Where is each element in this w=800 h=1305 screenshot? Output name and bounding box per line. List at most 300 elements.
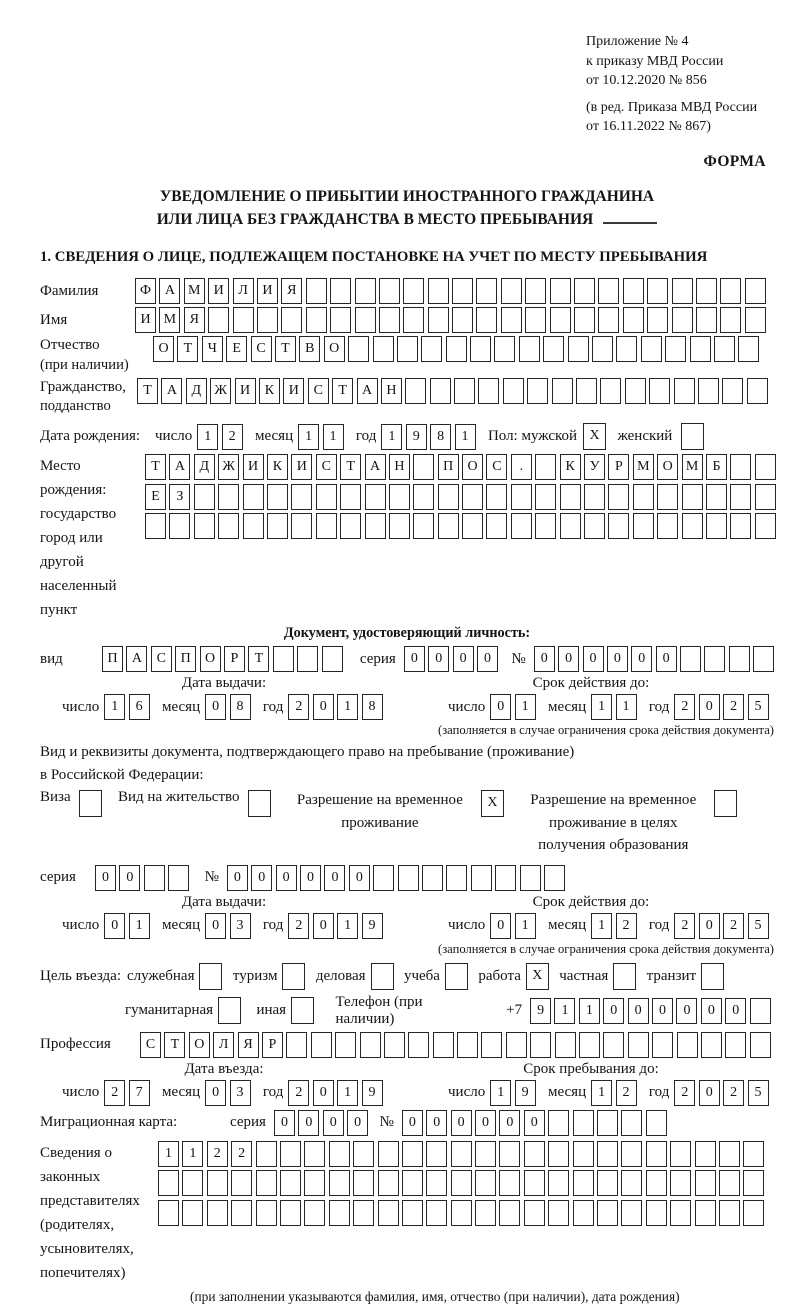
representatives-label: законных bbox=[40, 1168, 101, 1185]
empty-cell bbox=[623, 278, 644, 304]
empty-cell bbox=[402, 1170, 423, 1196]
birthdate-day-cells bbox=[197, 424, 246, 450]
filled-cell: 8 bbox=[430, 424, 451, 450]
month-label: месяц bbox=[255, 428, 294, 445]
empty-cell bbox=[719, 1200, 740, 1226]
name-row bbox=[40, 307, 774, 333]
empty-cell bbox=[413, 513, 434, 539]
filled-cell: 5 bbox=[748, 913, 769, 939]
empty-cell bbox=[511, 513, 532, 539]
filled-cell: 0 bbox=[607, 646, 628, 672]
filled-cell: А bbox=[126, 646, 147, 672]
filled-cell: Л bbox=[233, 278, 254, 304]
residence-permit-checkbox bbox=[248, 790, 274, 817]
filled-cell: 2 bbox=[723, 913, 744, 939]
empty-cell bbox=[755, 513, 776, 539]
surname-row bbox=[40, 278, 774, 304]
empty-cell bbox=[462, 484, 483, 510]
empty-cell bbox=[743, 1170, 764, 1196]
filled-cell: 1 bbox=[158, 1141, 179, 1167]
empty-cell bbox=[682, 484, 703, 510]
filled-cell: 0 bbox=[583, 646, 604, 672]
empty-cell bbox=[280, 1170, 301, 1196]
empty-cell bbox=[548, 1141, 569, 1167]
private-checkbox bbox=[613, 963, 639, 990]
empty-cell bbox=[446, 336, 467, 362]
empty-cell bbox=[535, 454, 556, 480]
empty-cell bbox=[330, 307, 351, 333]
filled-cell: Р bbox=[224, 646, 245, 672]
birthplace-cells-row3 bbox=[145, 513, 779, 539]
purpose-row bbox=[40, 963, 774, 990]
empty-cell bbox=[548, 1200, 569, 1226]
empty-cell bbox=[144, 865, 165, 891]
sex-male-checkbox bbox=[583, 423, 609, 450]
filled-cell: 0 bbox=[534, 646, 555, 672]
empty-cell bbox=[576, 378, 597, 404]
empty-cell bbox=[316, 484, 337, 510]
empty-cell bbox=[373, 336, 394, 362]
empty-cell bbox=[501, 278, 522, 304]
filled-cell: И bbox=[257, 278, 278, 304]
validity-note: (заполняется в случае ограничения срока действия документа) bbox=[438, 723, 774, 738]
surname-label: Фамилия bbox=[40, 282, 99, 299]
empty-cell bbox=[486, 513, 507, 539]
filled-cell: А bbox=[161, 378, 182, 404]
filled-cell: 0 bbox=[205, 913, 226, 939]
filled-cell: 1 bbox=[579, 998, 600, 1024]
stay-until-col bbox=[408, 1061, 774, 1106]
filled-cell: С bbox=[308, 378, 329, 404]
filled-cell: О bbox=[462, 454, 483, 480]
empty-cell bbox=[426, 1170, 447, 1196]
empty-cell bbox=[438, 513, 459, 539]
empty-cell bbox=[574, 278, 595, 304]
empty-cell bbox=[353, 1170, 374, 1196]
representatives-note: (при заполнении указываются фамилия, имя, отчество (при наличии), дата рождения) bbox=[190, 1288, 680, 1304]
migration-number-cells bbox=[402, 1110, 670, 1136]
filled-cell: 3 bbox=[230, 1080, 251, 1106]
empty-cell bbox=[218, 484, 239, 510]
empty-cell bbox=[544, 865, 565, 891]
filled-cell: М bbox=[159, 307, 180, 333]
empty-cell bbox=[408, 1032, 429, 1058]
empty-cell bbox=[696, 307, 717, 333]
empty-cell bbox=[281, 307, 302, 333]
filled-cell: Н bbox=[389, 454, 410, 480]
filled-cell: 0 bbox=[477, 646, 498, 672]
empty-cell bbox=[584, 484, 605, 510]
filled-cell: 0 bbox=[104, 913, 125, 939]
empty-cell bbox=[168, 865, 189, 891]
empty-cell bbox=[218, 997, 241, 1024]
empty-cell bbox=[481, 1032, 502, 1058]
empty-cell bbox=[169, 513, 190, 539]
filled-cell: 6 bbox=[129, 694, 150, 720]
filled-cell: Ч bbox=[202, 336, 223, 362]
filled-cell: О bbox=[153, 336, 174, 362]
empty-cell bbox=[218, 513, 239, 539]
empty-cell bbox=[613, 963, 636, 990]
id-doc-valid-month bbox=[591, 694, 640, 720]
private-label: частная bbox=[559, 967, 609, 984]
humanitarian-checkbox bbox=[218, 997, 244, 1024]
filled-cell: Ж bbox=[218, 454, 239, 480]
stay-doc-issue-month bbox=[205, 913, 254, 939]
empty-cell bbox=[543, 336, 564, 362]
id-doc-issue-month bbox=[205, 694, 254, 720]
filled-cell: 2 bbox=[674, 913, 695, 939]
day-label: число bbox=[62, 1084, 100, 1101]
empty-cell bbox=[475, 1170, 496, 1196]
empty-cell bbox=[560, 484, 581, 510]
birthdate-month-cells bbox=[298, 424, 347, 450]
filled-cell: М bbox=[184, 278, 205, 304]
empty-cell bbox=[674, 378, 695, 404]
empty-cell bbox=[657, 513, 678, 539]
empty-cell bbox=[677, 1032, 698, 1058]
empty-cell bbox=[451, 1170, 472, 1196]
filled-cell: 8 bbox=[230, 694, 251, 720]
order-reference-block bbox=[586, 32, 774, 137]
sex-male-label: Пол: мужской bbox=[487, 428, 578, 445]
filled-cell: Р bbox=[608, 454, 629, 480]
filled-cell: 9 bbox=[362, 913, 383, 939]
empty-cell bbox=[520, 865, 541, 891]
empty-cell bbox=[525, 278, 546, 304]
filled-cell: Т bbox=[340, 454, 361, 480]
issue-date-heading: Дата выдачи: bbox=[181, 675, 267, 692]
empty-cell bbox=[755, 454, 776, 480]
citizenship-label: Гражданство, bbox=[40, 378, 127, 395]
empty-cell bbox=[573, 1200, 594, 1226]
filled-cell: 0 bbox=[349, 865, 370, 891]
filled-cell: 0 bbox=[725, 998, 746, 1024]
empty-cell bbox=[550, 278, 571, 304]
empty-cell bbox=[720, 278, 741, 304]
transit-label: транзит bbox=[646, 967, 697, 984]
empty-cell bbox=[231, 1200, 252, 1226]
stay-doc-number-label: № bbox=[204, 869, 219, 886]
empty-cell bbox=[445, 963, 468, 990]
work-label: работа bbox=[478, 967, 521, 984]
empty-cell bbox=[573, 1170, 594, 1196]
filled-cell: 1 bbox=[515, 913, 536, 939]
filled-cell: 1 bbox=[616, 694, 637, 720]
filled-cell: Т bbox=[164, 1032, 185, 1058]
stay-doc-valid-year bbox=[674, 913, 772, 939]
filled-cell: 1 bbox=[515, 694, 536, 720]
representatives-label: усыновителях, bbox=[40, 1240, 134, 1257]
empty-cell bbox=[355, 307, 376, 333]
filled-cell: Т bbox=[275, 336, 296, 362]
purpose-option-transit bbox=[647, 963, 728, 990]
id-doc-valid-day bbox=[490, 694, 539, 720]
empty-cell bbox=[665, 336, 686, 362]
birthplace-label: Место рождения: bbox=[40, 458, 107, 499]
empty-cell bbox=[306, 278, 327, 304]
empty-cell bbox=[282, 963, 305, 990]
empty-cell bbox=[452, 278, 473, 304]
empty-cell bbox=[670, 1141, 691, 1167]
empty-cell bbox=[405, 378, 426, 404]
empty-cell bbox=[207, 1200, 228, 1226]
year-label: год bbox=[262, 1084, 284, 1101]
empty-cell bbox=[398, 865, 419, 891]
official-label: служебная bbox=[126, 967, 195, 984]
work-checkbox bbox=[526, 963, 552, 990]
empty-cell bbox=[597, 1200, 618, 1226]
empty-cell bbox=[729, 646, 750, 672]
filled-cell: Е bbox=[226, 336, 247, 362]
filled-cell: 1 bbox=[591, 913, 612, 939]
representatives-cells-block bbox=[158, 1141, 768, 1230]
purpose-row2-phone bbox=[40, 994, 774, 1028]
empty-cell bbox=[499, 1141, 520, 1167]
empty-cell bbox=[291, 513, 312, 539]
month-label: месяц bbox=[162, 698, 201, 715]
filled-cell: 0 bbox=[499, 1110, 520, 1136]
ref-line: Приложение № 4 bbox=[586, 34, 689, 49]
empty-cell bbox=[379, 278, 400, 304]
year-label: год bbox=[648, 1084, 670, 1101]
filled-cell: Я bbox=[184, 307, 205, 333]
filled-cell: 0 bbox=[699, 913, 720, 939]
id-doc-issue-col bbox=[40, 675, 408, 738]
filled-cell: 2 bbox=[723, 1080, 744, 1106]
empty-cell bbox=[494, 336, 515, 362]
stay-until-year bbox=[674, 1080, 772, 1106]
filled-cell: О bbox=[657, 454, 678, 480]
empty-cell bbox=[397, 336, 418, 362]
empty-cell bbox=[433, 1032, 454, 1058]
empty-cell bbox=[421, 336, 442, 362]
empty-cell bbox=[647, 278, 668, 304]
empty-cell bbox=[280, 1200, 301, 1226]
filled-cell: И bbox=[243, 454, 264, 480]
empty-cell bbox=[616, 336, 637, 362]
empty-cell bbox=[568, 336, 589, 362]
filled-cell: О bbox=[324, 336, 345, 362]
empty-cell bbox=[389, 513, 410, 539]
empty-cell bbox=[79, 790, 102, 817]
purpose-option-tourism bbox=[233, 963, 309, 990]
empty-cell bbox=[646, 1141, 667, 1167]
empty-cell bbox=[384, 1032, 405, 1058]
filled-cell: 9 bbox=[362, 1080, 383, 1106]
filled-cell: А bbox=[357, 378, 378, 404]
day-label: число bbox=[62, 698, 100, 715]
filled-cell: 0 bbox=[323, 1110, 344, 1136]
day-label: число bbox=[62, 917, 100, 934]
empty-cell bbox=[182, 1170, 203, 1196]
empty-cell bbox=[486, 484, 507, 510]
representatives-label: (родителях, bbox=[40, 1216, 115, 1233]
empty-cell bbox=[454, 378, 475, 404]
citizenship-cells bbox=[137, 378, 771, 404]
stay-doc-issue-col bbox=[40, 894, 408, 957]
empty-cell bbox=[695, 1200, 716, 1226]
section1-heading: 1. СВЕДЕНИЯ О ЛИЦЕ, ПОДЛЕЖАЩЕМ ПОСТАНОВКЕ НА УЧЕТ ПО МЕСТУ ПРЕБЫВАНИЯ bbox=[40, 249, 708, 266]
empty-cell bbox=[597, 1170, 618, 1196]
sex-female-label: женский bbox=[617, 428, 673, 445]
birthplace-label-block bbox=[40, 454, 145, 622]
filled-cell: 0 bbox=[475, 1110, 496, 1136]
month-label: месяц bbox=[162, 1084, 201, 1101]
empty-cell bbox=[524, 1141, 545, 1167]
empty-cell bbox=[672, 307, 693, 333]
filled-cell: К bbox=[267, 454, 288, 480]
tourism-label: туризм bbox=[232, 967, 278, 984]
temp-residence-label: Разрешение на временное проживание bbox=[296, 792, 463, 831]
empty-cell bbox=[457, 1032, 478, 1058]
empty-cell bbox=[714, 336, 735, 362]
residence-permit-label: Вид на жительство bbox=[118, 789, 240, 806]
stay-doc-options bbox=[40, 789, 774, 857]
day-label: число bbox=[448, 698, 486, 715]
form-title bbox=[40, 185, 774, 232]
filled-cell: 1 bbox=[197, 424, 218, 450]
empty-cell bbox=[695, 1170, 716, 1196]
empty-cell bbox=[524, 1200, 545, 1226]
empty-cell bbox=[304, 1170, 325, 1196]
filled-cell: 1 bbox=[455, 424, 476, 450]
empty-cell bbox=[428, 307, 449, 333]
empty-cell bbox=[365, 484, 386, 510]
empty-cell bbox=[633, 513, 654, 539]
filled-cell: 0 bbox=[603, 998, 624, 1024]
id-doc-valid-year bbox=[674, 694, 772, 720]
stay-doc-issue-year bbox=[288, 913, 386, 939]
empty-cell bbox=[335, 1032, 356, 1058]
empty-cell bbox=[495, 865, 516, 891]
empty-cell bbox=[158, 1200, 179, 1226]
empty-cell bbox=[548, 1110, 569, 1136]
empty-cell bbox=[329, 1200, 350, 1226]
purpose-option-other bbox=[256, 997, 317, 1024]
stay-doc-valid-day bbox=[490, 913, 539, 939]
migration-number-label: № bbox=[379, 1114, 394, 1131]
filled-cell: Т bbox=[177, 336, 198, 362]
filled-cell: 2 bbox=[288, 913, 309, 939]
ref-line: к приказу МВД России bbox=[586, 53, 724, 69]
stay-doc-series-label: серия bbox=[40, 869, 76, 886]
form-title-line1: УВЕДОМЛЕНИЕ О ПРИБЫТИИ ИНОСТРАННОГО ГРАЖДАНИНА bbox=[159, 187, 655, 205]
empty-cell bbox=[403, 278, 424, 304]
stay-doc-valid-month bbox=[591, 913, 640, 939]
empty-cell bbox=[738, 336, 759, 362]
empty-cell bbox=[573, 1110, 594, 1136]
transit-checkbox bbox=[701, 963, 727, 990]
empty-cell bbox=[340, 513, 361, 539]
filled-cell: Д bbox=[194, 454, 215, 480]
tourism-checkbox bbox=[282, 963, 308, 990]
empty-cell bbox=[682, 513, 703, 539]
empty-cell bbox=[256, 1141, 277, 1167]
id-doc-valid-col bbox=[408, 675, 774, 738]
filled-cell: 2 bbox=[222, 424, 243, 450]
filled-cell: 2 bbox=[616, 913, 637, 939]
purpose-option-official bbox=[127, 963, 226, 990]
issue-date-heading: Дата выдачи: bbox=[181, 893, 267, 910]
empty-cell bbox=[625, 378, 646, 404]
empty-cell bbox=[267, 513, 288, 539]
empty-cell bbox=[725, 1032, 746, 1058]
empty-cell bbox=[452, 307, 473, 333]
filled-cell: 0 bbox=[490, 913, 511, 939]
migration-series-cells bbox=[274, 1110, 372, 1136]
empty-cell bbox=[646, 1170, 667, 1196]
empty-cell bbox=[646, 1110, 667, 1136]
empty-cell bbox=[548, 1170, 569, 1196]
visa-label: Виза bbox=[40, 789, 71, 806]
filled-cell: 1 bbox=[337, 694, 358, 720]
stay-option-residence-permit bbox=[118, 789, 274, 817]
id-doc-type-row bbox=[40, 646, 774, 672]
id-doc-issue-day bbox=[104, 694, 153, 720]
empty-cell bbox=[446, 865, 467, 891]
empty-cell bbox=[503, 378, 524, 404]
empty-cell bbox=[379, 307, 400, 333]
birthdate-row bbox=[40, 423, 774, 450]
birthplace-label: населенный пункт bbox=[40, 578, 117, 619]
empty-cell bbox=[743, 1141, 764, 1167]
empty-cell bbox=[720, 307, 741, 333]
id-doc-dates bbox=[40, 675, 774, 738]
filled-cell: С bbox=[140, 1032, 161, 1058]
empty-cell bbox=[743, 1200, 764, 1226]
filled-cell: П bbox=[438, 454, 459, 480]
representatives-cells-row1 bbox=[158, 1141, 768, 1167]
empty-cell bbox=[403, 307, 424, 333]
patronymic-cells bbox=[153, 336, 763, 362]
business-label: деловая bbox=[315, 967, 366, 984]
entry-date-heading: Дата въезда: bbox=[184, 1060, 264, 1077]
entry-date-day bbox=[104, 1080, 153, 1106]
filled-cell: Ф bbox=[135, 278, 156, 304]
empty-cell bbox=[426, 1141, 447, 1167]
filled-cell: 1 bbox=[337, 913, 358, 939]
filled-cell: 5 bbox=[748, 1080, 769, 1106]
filled-cell: 0 bbox=[274, 1110, 295, 1136]
business-checkbox bbox=[371, 963, 397, 990]
filled-cell: М bbox=[682, 454, 703, 480]
empty-cell bbox=[621, 1110, 642, 1136]
stay-option-visa bbox=[40, 789, 105, 817]
empty-cell bbox=[706, 513, 727, 539]
filled-cell: X bbox=[526, 963, 549, 990]
representatives-label: представителях bbox=[40, 1192, 140, 1209]
empty-cell bbox=[145, 513, 166, 539]
entry-date-month bbox=[205, 1080, 254, 1106]
empty-cell bbox=[291, 997, 314, 1024]
filled-cell: Я bbox=[281, 278, 302, 304]
filled-cell: 1 bbox=[591, 694, 612, 720]
empty-cell bbox=[722, 378, 743, 404]
empty-cell bbox=[194, 513, 215, 539]
filled-cell: С bbox=[316, 454, 337, 480]
birthplace-cells-row2 bbox=[145, 484, 779, 510]
empty-cell bbox=[535, 484, 556, 510]
birthplace-cells-row1 bbox=[145, 454, 779, 480]
filled-cell: 0 bbox=[631, 646, 652, 672]
birthplace-block bbox=[40, 454, 774, 622]
empty-cell bbox=[322, 646, 343, 672]
other-purpose-label: иная bbox=[256, 1002, 287, 1019]
empty-cell bbox=[355, 278, 376, 304]
empty-cell bbox=[280, 1141, 301, 1167]
empty-cell bbox=[730, 454, 751, 480]
